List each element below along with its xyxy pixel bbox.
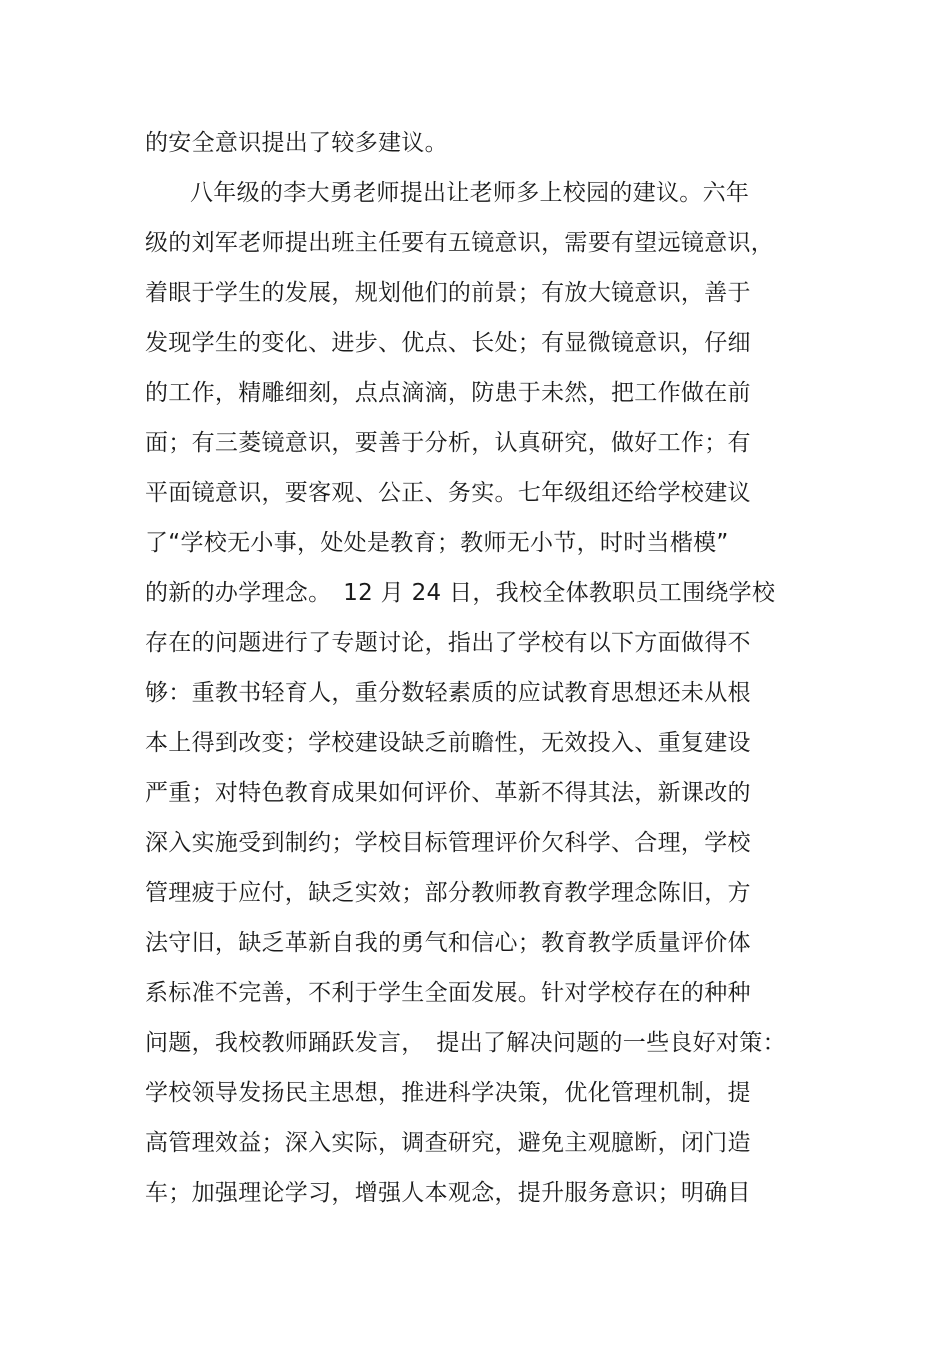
text-line: 存在的问题进行了专题讨论，指出了学校有以下方面做得不: [145, 630, 751, 656]
text-line: 高管理效益；深入实际，调查研究，避免主观臆断，闭门造: [145, 1130, 751, 1156]
text-line: 发现学生的变化、进步、优点、长处；有显微镜意识，仔细: [145, 330, 751, 356]
text-line: 了“学校无小事，处处是教育；教师无小节，时时当楷模”: [145, 530, 729, 556]
text-line: 法守旧，缺乏革新自我的勇气和信心；教育教学质量评价体: [145, 930, 751, 956]
body-text: [145, 118, 805, 1218]
text-line: 管理疲于应付，缺乏实效；部分教师教育教学理念陈旧，方: [145, 880, 751, 906]
text-line: 系标准不完善，不利于学生全面发展。针对学校存在的种种: [145, 980, 751, 1006]
paragraph-first-line: 八年级的李大勇老师提出让老师多上校园的建议。六年: [190, 180, 750, 206]
text-line: 的安全意识提出了较多建议。: [145, 130, 448, 156]
text-line: 的新的办学理念。 12 月 24 日，我校全体教职员工围绕学校: [145, 580, 776, 606]
text-line: 问题，我校教师踊跃发言， 提出了解决问题的一些良好对策：: [145, 1030, 786, 1056]
text-line: 平面镜意识，要客观、公正、务实。七年级组还给学校建议: [145, 480, 751, 506]
text-line: 深入实施受到制约；学校目标管理评价欠科学、合理，学校: [145, 830, 751, 856]
text-line: 学校领导发扬民主思想，推进科学决策，优化管理机制，提: [145, 1080, 751, 1106]
text-line: 严重；对特色教育成果如何评价、革新不得其法，新课改的: [145, 780, 751, 806]
text-line: 车；加强理论学习，增强人本观念，提升服务意识；明确目: [145, 1180, 751, 1206]
text-line: 面；有三菱镜意识，要善于分析，认真研究，做好工作；有: [145, 430, 751, 456]
text-line: 级的刘军老师提出班主任要有五镜意识，需要有望远镜意识，: [145, 230, 775, 256]
text-line: 够：重教书轻育人，重分数轻素质的应试教育思想还未从根: [145, 680, 751, 706]
text-line: 的工作，精雕细刻，点点滴滴，防患于未然，把工作做在前: [145, 380, 751, 406]
text-line: 着眼于学生的发展，规划他们的前景；有放大镜意识，善于: [145, 280, 751, 306]
text-line: 本上得到改变；学校建设缺乏前瞻性，无效投入、重复建设: [145, 730, 751, 756]
